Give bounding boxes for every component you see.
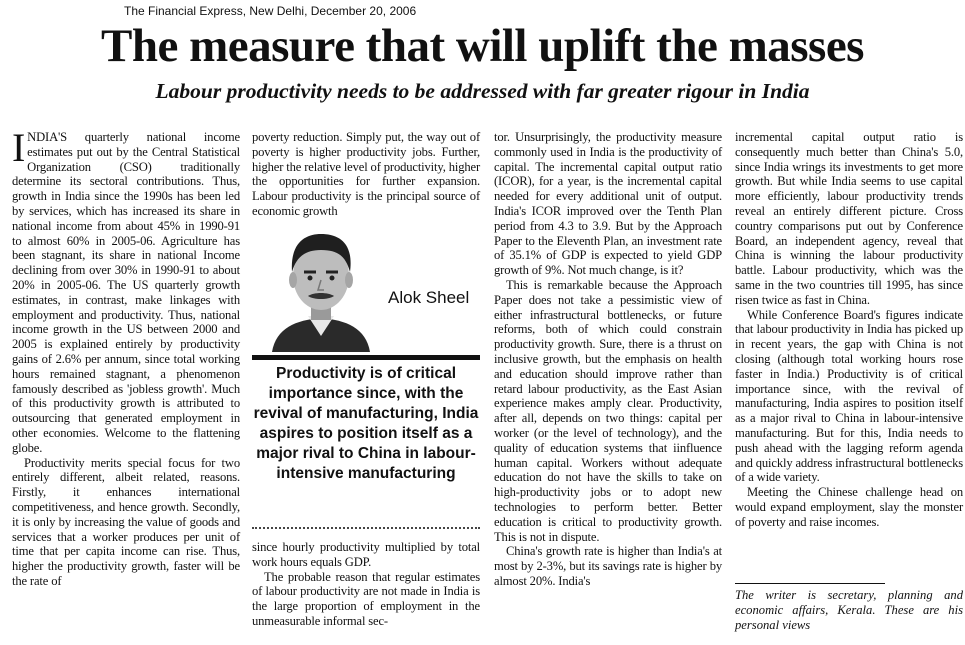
paragraph: The probable reason that regular estimates of labour productivity are not made in India is the large proportion of employment in the unmeasurable informal sec-	[252, 569, 480, 628]
writer-note: The writer is secretary, planning and economic affairs, Kerala. These are his personal views	[735, 588, 963, 632]
source-line: The Financial Express, New Delhi, December 20, 2006	[124, 4, 417, 18]
column-2-continuation	[252, 540, 480, 629]
paragraph: This is remarkable because the Approach Paper does not take a pessimistic view of either infrastructural bottlenecks, or future reforms, both of which could constrain productivity growth. Sure, there is a thrust on inclusive growth, but the emphasis on health and education should improve rather than retard labour productivity, as the East Asian experience makes amply clear. Productivity, after all, depends on two things: capital per worker (or the level of technology), and the quality of education systems that iinfluence human capital. Workers without adequate education do not have the skills to take on high-productivity jobs or to adopt new technologies to perform better. Better education is critical to productivity growth. This is not in dispute.	[494, 277, 722, 544]
article-column-4	[735, 130, 963, 530]
pull-quote-rule	[252, 355, 480, 360]
paragraph-text: NDIA'S quarterly national income estimates put out by the Central Statistical Organization (CSO) traditionally determine its sectoral contributions. Thus, growth in India since the 1990s has been led by services, which has increased its share in national income from about 45% in 1990-91 to almost 60% in 2005-06. Agriculture has been stagnant, its share in national Income declining from over 30% in 1990-91 to about 20% in 2005-06. The US quarterly growth estimates, in contrast, make linkages with employment and productivity. Thus, national income growth in the US between 2000 and 2005 is explained entirely by productivity gains of 2.6% per annum, since total working hours remained stagnant, a phenomenon famously described as 'jobless growth'. Much of this productivity growth is attributed to outsourcing that generated employment in other economies. Welcome to the flattening globe.	[12, 130, 240, 455]
paragraph	[12, 125, 240, 456]
paragraph: Meeting the Chinese challenge head on would expand employment, slay the monster of poverty and raise incomes.	[735, 485, 963, 529]
author-portrait	[266, 228, 376, 352]
article-column-3	[494, 130, 722, 589]
paragraph: While Conference Board's figures indicate that labour productivity in India has picked up in recent years, the gap with China is not closing (although total working hours rose faster in India.) Productivity is of critical importance since, with the revival of manufacturing, India aspires to position itself as a major rival to China in labour-intensive manufacturing. But for this, India needs to push ahead with the lagging reform agenda and quickly address infrastructural bottlenecks of a wide variety.	[735, 307, 963, 485]
subheadline: Labour productivity needs to be addressed with far greater rigour in India	[155, 79, 810, 103]
headline: The measure that will uplift the masses	[101, 20, 864, 72]
article-column-1	[12, 125, 240, 589]
paragraph: tor. Unsurprisingly, the productivity measure commonly used in India is the productivity of capital. The incremental capital output ratio (ICOR), for a year, is the incremental capital needed for every additional unit of output. India's ICOR improved over the Tenth Plan period from 4.3 to 3.9. But by the Approach Paper to the Eleventh Plan, an investment rate of 35.1% of GDP is expected to yield GDP growth of 9%. Not much change, is it?	[494, 130, 722, 278]
paragraph: since hourly productivity multiplied by total work hours equals GDP.	[252, 540, 480, 569]
dotted-divider	[252, 527, 480, 529]
author-name: Alok Sheel	[388, 288, 470, 307]
paragraph: Productivity merits special focus for two entirely different, albeit related, reasons. Firstly, it enhances international competitiveness, and hence growth. Secondly, it is only by increasing the value of goods and services that a worker produces per unit of time that per capita income can rise. Thus, higher the productivity growth, faster will be the rate of	[12, 455, 240, 588]
author-photo-box	[252, 228, 480, 354]
paragraph: poverty reduction. Simply put, the way out of poverty is higher productivity jobs. Further, higher the relative level of productivity, higher the opportunities for further expansion. Labour productivity is the principal source of economic growth	[252, 130, 480, 218]
drop-cap: I	[12, 125, 26, 170]
pull-quote: Productivity is of critical importance since, with the revival of manufacturing, India aspires to position itself as a major rival to China in labour-intensive manufacturing	[253, 365, 479, 482]
signature-rule	[735, 583, 885, 584]
paragraph: incremental capital output ratio is consequently much better than China's 5.0, since India wrings its investments to get more growth. But while India seems to use capital more efficiently, labour productivity trends reveal an entirely different picture. Cross country comparisons put out by Conference Board, an independent agency, reveal that China is winning the labour productivity battle. Labour productivity, which was the same in the two countries till 1995, has since risen twice as fast in China.	[735, 130, 963, 307]
paragraph: China's growth rate is higher than India's at most by 2-3%, but its savings rate is higher by almost 20%. India's	[494, 544, 722, 588]
